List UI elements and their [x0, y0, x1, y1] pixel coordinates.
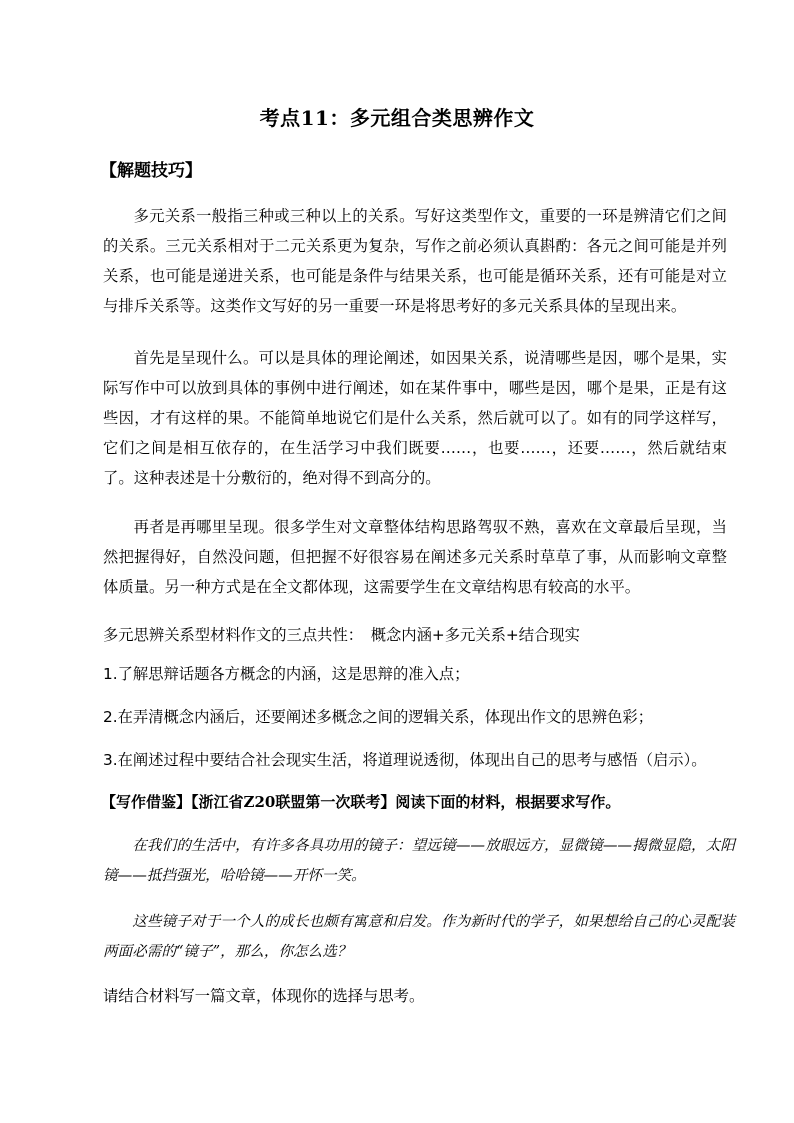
document-title: 考点11：多元组合类思辨作文 — [259, 106, 535, 130]
section-heading-tips: 【解题技巧】 — [100, 161, 202, 181]
paragraph-multi-relations: 多元关系一般指三种或三种以上的关系。写好这类型作文，重要的一环是辨清它们之间的关系。三元关系相对于二元关系更为复杂，写作之前必须认真斟酌：各元之间可能是并列关系，也可能是递进关系，也可能是条件与结果关系，也可能是循环关系，还有可能是对立与排斥关系等。这类作文写好的另一重要一环是将思考好的多元关系具体的呈现出来。 — [103, 207, 727, 315]
example-heading: 【写作借鉴】【浙江省Z20联盟第一次联考】阅读下面的材料，根据要求写作。 — [101, 793, 621, 811]
paragraph-what-to-present: 首先是呈现什么。可以是具体的理论阐述，如因果关系，说清哪些是因，哪个是果，实际写作中可以放到具体的事例中进行阐述，如在某件事中，哪些是因，哪个是果，正是有这些因，才有这样的果。不能简单地说它们是什么关系，然后就可以了。如有的同学这样写，它们之间是相互依存的，在生活学习中我们既要……，也要……，还要……，然后就结束了。这种表述是十分敷衍的，绝对得不到高分的。 — [103, 349, 727, 487]
commonality-line: 多元思辨关系型材料作文的三点共性： 概念内涵+多元关系+结合现实 — [103, 626, 580, 644]
material-paragraph-1: 在我们的生活中，有许多各具功用的镜子：望远镜——放眼远方，显微镜——揭微显隐，太阳镜——抵挡强光，哈哈镜——开怀一笑。 — [103, 837, 735, 884]
point-item-3: 3.在阐述过程中要结合社会现实生活，将道理说透彻，体现出自己的思考与感悟（启示）。 — [103, 751, 707, 769]
material-paragraph-2: 这些镜子对于一个人的成长也颇有寓意和启发。作为新时代的学子，如果想给自己的心灵配装两面必需的“镜子”，那么，你怎么选？ — [103, 913, 735, 960]
writing-instruction: 请结合材料写一篇文章，体现你的选择与思考。 — [103, 987, 425, 1005]
paragraph-where-to-present: 再者是再哪里呈现。很多学生对文章整体结构思路驾驭不熟，喜欢在文章最后呈现，当然把握得好，自然没问题，但把握不好很容易在阐述多元关系时草草了事，从而影响文章整体质量。另一种方式是在全文都体现，这需要学生在文章结构思有较高的水平。 — [103, 518, 727, 596]
point-item-1: 1.了解思辩话题各方概念的内涵，这是思辩的准入点； — [103, 665, 470, 683]
point-item-2: 2.在弄清概念内涵后，还要阐述多概念之间的逻辑关系，体现出作文的思辨色彩； — [103, 708, 653, 726]
